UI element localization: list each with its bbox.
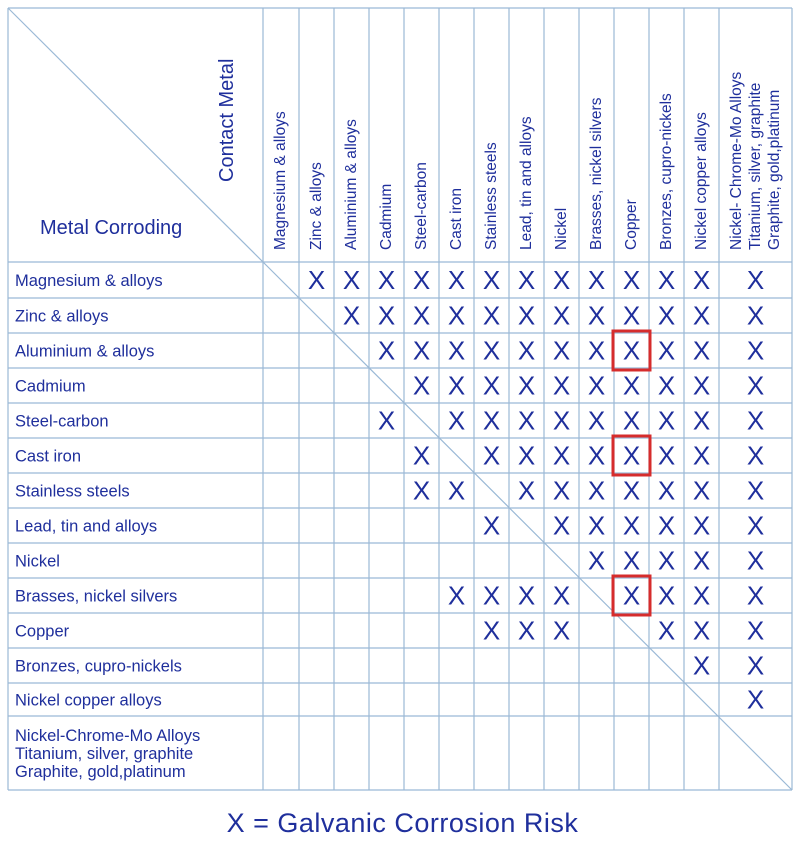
risk-mark-r7-c10: X (622, 510, 641, 541)
row-label-2: Aluminium & alloys (15, 342, 155, 361)
column-header-9: Brasses, nickel silvers (588, 97, 605, 250)
risk-mark-r1-c2: X (342, 300, 361, 331)
risk-mark-r10-c12: X (692, 615, 711, 646)
risk-mark-r2-c7: X (517, 335, 536, 366)
risk-mark-r4-c9: X (587, 405, 606, 436)
column-header-13-line1: Titanium, silver, graphite (747, 82, 764, 250)
row-label-13-line2: Graphite, gold,platinum (15, 763, 186, 781)
risk-mark-r2-c12: X (692, 335, 711, 366)
risk-mark-r10-c7: X (517, 615, 536, 646)
risk-mark-r2-c10: X (622, 335, 641, 366)
risk-mark-r9-c6: X (482, 580, 501, 611)
row-label-4: Steel-carbon (15, 412, 109, 431)
risk-mark-r5-c10: X (622, 440, 641, 471)
risk-mark-r6-c9: X (587, 475, 606, 506)
row-label-7: Lead, tin and alloys (15, 517, 158, 536)
row-label-6: Stainless steels (15, 482, 130, 501)
risk-mark-r6-c8: X (552, 475, 571, 506)
risk-mark-r4-c11: X (657, 405, 676, 436)
risk-mark-r9-c10: X (622, 580, 641, 611)
risk-mark-r5-c8: X (552, 440, 571, 471)
metal-corroding-label: Metal Corroding (40, 217, 183, 239)
risk-mark-r3-c4: X (412, 370, 431, 401)
risk-mark-r1-c11: X (657, 300, 676, 331)
risk-mark-r0-c2: X (342, 265, 361, 295)
row-label-1: Zinc & alloys (15, 307, 109, 326)
risk-mark-r4-c7: X (517, 405, 536, 436)
column-header-11: Bronzes, cupro-nickels (658, 93, 675, 250)
risk-mark-r2-c11: X (657, 335, 676, 366)
row-label-13-line0: Nickel-Chrome-Mo Alloys (15, 727, 201, 745)
risk-mark-r1-c10: X (622, 300, 641, 331)
risk-mark-r1-c5: X (447, 300, 466, 331)
risk-mark-r10-c6: X (482, 615, 501, 646)
risk-mark-r3-c11: X (657, 370, 676, 401)
row-label-5: Cast iron (15, 447, 82, 466)
risk-mark-r1-c7: X (517, 300, 536, 331)
risk-mark-r3-c10: X (622, 370, 641, 401)
risk-mark-r6-c7: X (517, 475, 536, 506)
column-header-4: Steel-carbon (413, 162, 430, 250)
risk-mark-r4-c3: X (377, 405, 396, 436)
risk-mark-r5-c6: X (482, 440, 501, 471)
risk-mark-r5-c12: X (692, 440, 711, 471)
risk-mark-r4-c6: X (482, 405, 501, 436)
risk-mark-r1-c6: X (482, 300, 501, 331)
risk-mark-r4-c10: X (622, 405, 641, 436)
risk-mark-r3-c5: X (447, 370, 466, 401)
risk-mark-r0-c4: X (412, 265, 431, 295)
risk-mark-r11-c13: X (746, 650, 765, 681)
risk-mark-r9-c7: X (517, 580, 536, 611)
row-label-8: Nickel (15, 552, 60, 571)
risk-mark-r4-c5: X (447, 405, 466, 436)
column-header-3: Cadmium (378, 183, 395, 250)
column-header-2: Aluminium & alloys (343, 119, 360, 250)
risk-mark-r6-c13: X (746, 475, 765, 506)
risk-mark-r9-c8: X (552, 580, 571, 611)
risk-mark-r0-c13: X (746, 265, 765, 295)
risk-mark-r4-c12: X (692, 405, 711, 436)
risk-mark-r1-c9: X (587, 300, 606, 331)
risk-mark-r6-c5: X (447, 475, 466, 506)
risk-mark-r8-c11: X (657, 545, 676, 576)
risk-mark-r6-c12: X (692, 475, 711, 506)
column-header-13-line0: Nickel- Chrome-Mo Alloys (728, 71, 745, 250)
risk-mark-r2-c5: X (447, 335, 466, 366)
column-header-6: Stainless steels (483, 142, 500, 250)
risk-mark-r3-c6: X (482, 370, 501, 401)
risk-mark-r9-c13: X (746, 580, 765, 611)
risk-mark-r6-c11: X (657, 475, 676, 506)
risk-mark-r4-c13: X (746, 405, 765, 436)
risk-mark-r1-c4: X (412, 300, 431, 331)
risk-mark-r2-c4: X (412, 335, 431, 366)
risk-mark-r7-c8: X (552, 510, 571, 541)
risk-mark-r1-c12: X (692, 300, 711, 331)
risk-mark-r7-c6: X (482, 510, 501, 541)
risk-mark-r0-c11: X (657, 265, 676, 295)
column-header-5: Cast iron (448, 187, 465, 250)
contact-metal-label: Contact Metal (216, 58, 238, 182)
risk-mark-r7-c12: X (692, 510, 711, 541)
row-label-12: Nickel copper alloys (15, 691, 162, 710)
row-label-9: Brasses, nickel silvers (15, 587, 178, 606)
risk-mark-r3-c9: X (587, 370, 606, 401)
risk-mark-r0-c6: X (482, 265, 501, 295)
risk-mark-r2-c9: X (587, 335, 606, 366)
risk-mark-r0-c8: X (552, 265, 571, 295)
risk-mark-r5-c7: X (517, 440, 536, 471)
risk-mark-r4-c8: X (552, 405, 571, 436)
risk-mark-r8-c9: X (587, 545, 606, 576)
risk-mark-r0-c3: X (377, 265, 396, 295)
risk-mark-r7-c11: X (657, 510, 676, 541)
risk-mark-r10-c13: X (746, 615, 765, 646)
risk-mark-r9-c5: X (447, 580, 466, 611)
risk-mark-r9-c11: X (657, 580, 676, 611)
column-header-7: Lead, tin and alloys (518, 116, 535, 250)
risk-mark-r3-c7: X (517, 370, 536, 401)
risk-mark-r3-c8: X (552, 370, 571, 401)
risk-mark-r1-c13: X (746, 300, 765, 331)
risk-mark-r5-c13: X (746, 440, 765, 471)
column-header-10: Copper (623, 199, 640, 250)
column-header-1: Zinc & alloys (308, 162, 325, 250)
risk-mark-r1-c3: X (377, 300, 396, 331)
risk-mark-r0-c7: X (517, 265, 536, 295)
risk-mark-r2-c6: X (482, 335, 501, 366)
risk-mark-r6-c10: X (622, 475, 641, 506)
risk-mark-r2-c8: X (552, 335, 571, 366)
risk-mark-r0-c5: X (447, 265, 466, 295)
column-header-8: Nickel (553, 207, 570, 250)
risk-mark-r12-c13: X (746, 684, 765, 715)
risk-mark-r11-c12: X (692, 650, 711, 681)
risk-mark-r6-c4: X (412, 475, 431, 506)
risk-mark-r2-c3: X (377, 335, 396, 366)
risk-mark-r8-c13: X (746, 545, 765, 576)
column-header-0: Magnesium & alloys (272, 111, 289, 250)
legend: X = Galvanic Corrosion Risk (226, 808, 579, 838)
row-label-13-line1: Titanium, silver, graphite (15, 745, 194, 763)
risk-mark-r0-c12: X (692, 265, 711, 295)
risk-mark-r3-c13: X (746, 370, 765, 401)
row-label-11: Bronzes, cupro-nickels (15, 657, 182, 676)
risk-mark-r5-c9: X (587, 440, 606, 471)
row-label-10: Copper (15, 622, 70, 641)
risk-mark-r5-c11: X (657, 440, 676, 471)
column-header-12: Nickel copper alloys (693, 112, 710, 250)
risk-mark-r2-c13: X (746, 335, 765, 366)
risk-mark-r8-c12: X (692, 545, 711, 576)
risk-mark-r5-c4: X (412, 440, 431, 471)
risk-mark-r9-c12: X (692, 580, 711, 611)
risk-mark-r0-c10: X (622, 265, 641, 295)
risk-mark-r10-c8: X (552, 615, 571, 646)
risk-mark-r1-c8: X (552, 300, 571, 331)
risk-mark-r0-c1: X (307, 265, 326, 295)
column-header-13-line2: Graphite, gold,platinum (766, 89, 783, 250)
risk-mark-r7-c9: X (587, 510, 606, 541)
risk-mark-r10-c11: X (657, 615, 676, 646)
risk-mark-r0-c9: X (587, 265, 606, 295)
row-label-0: Magnesium & alloys (15, 272, 163, 290)
row-label-3: Cadmium (15, 377, 86, 396)
risk-mark-r7-c13: X (746, 510, 765, 541)
risk-mark-r8-c10: X (622, 545, 641, 576)
risk-mark-r3-c12: X (692, 370, 711, 401)
